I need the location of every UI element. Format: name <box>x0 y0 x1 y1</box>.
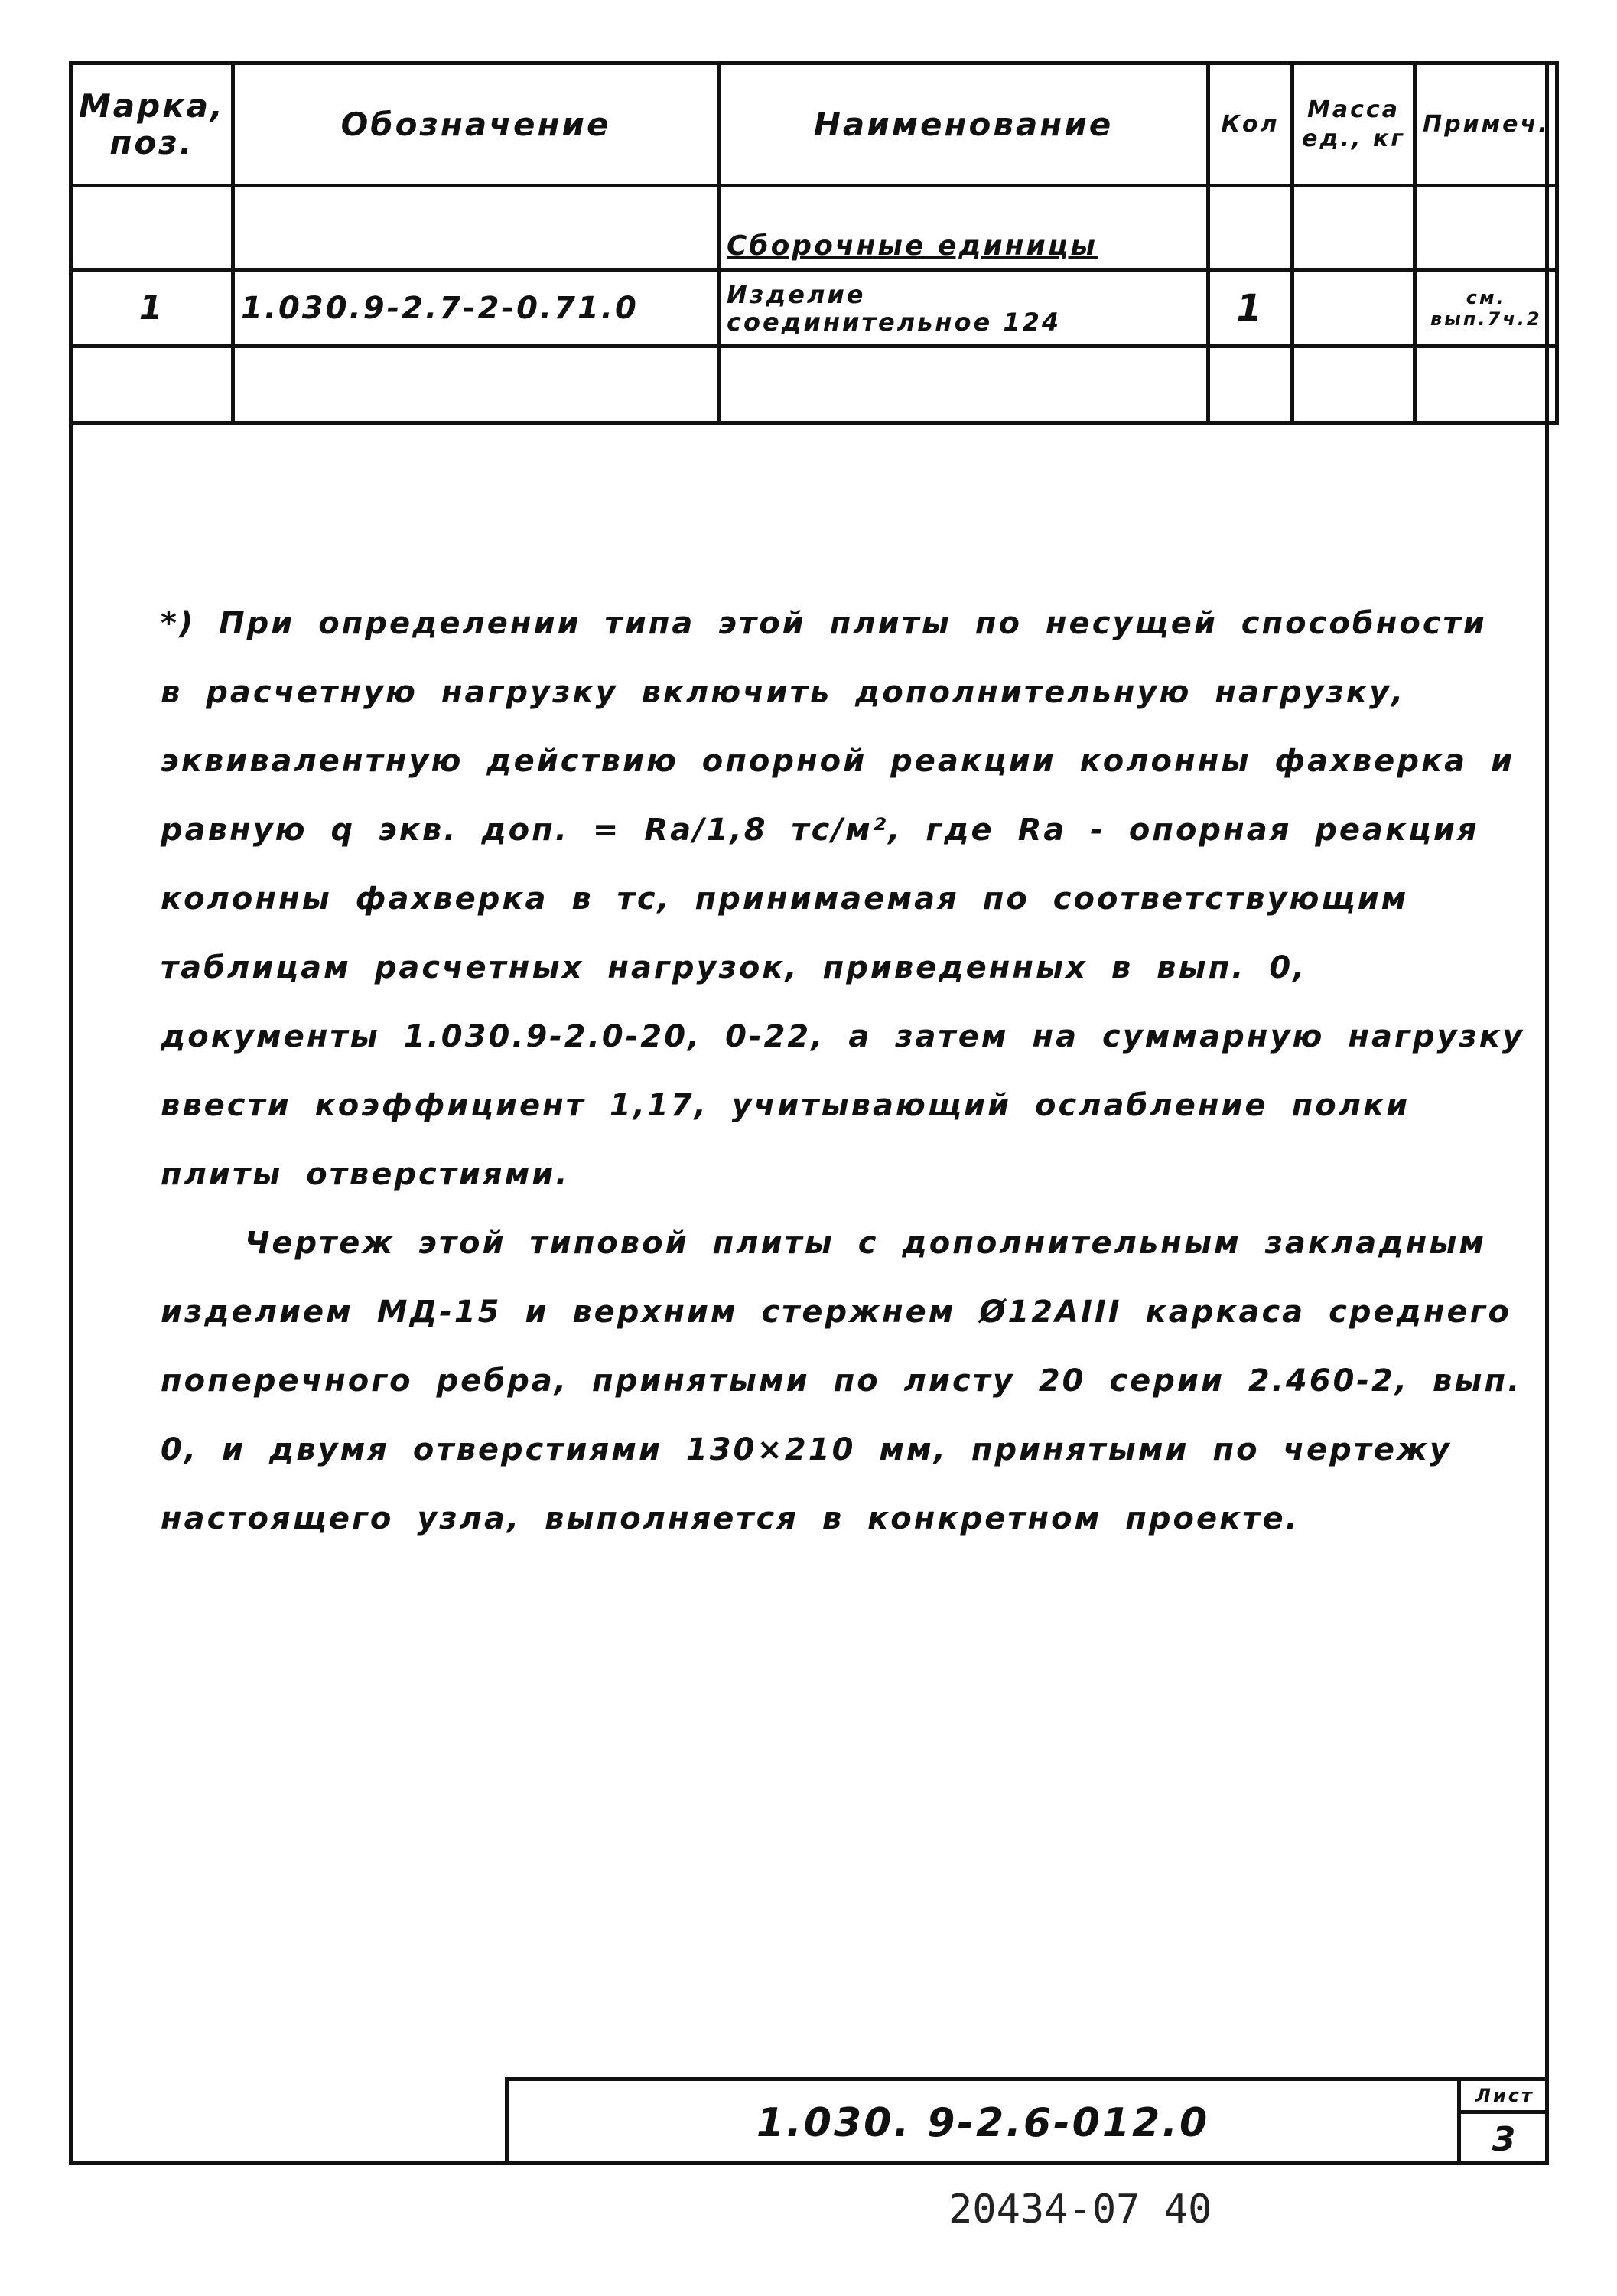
sheet-label: Лист <box>1461 2081 1549 2114</box>
row-qty: 1 <box>1209 270 1293 347</box>
section-title: Сборочные единицы <box>719 186 1209 270</box>
header-qty: Кол <box>1209 64 1293 186</box>
notes-block <box>161 589 1530 1553</box>
row-name: Изделие соединительное 124 <box>719 270 1209 347</box>
table-header-row <box>71 64 1557 186</box>
title-block <box>505 2077 1549 2165</box>
table-row-section <box>71 186 1557 270</box>
row-note: см. вып.7ч.2 <box>1415 270 1557 347</box>
header-designation: Обозначение <box>233 64 719 186</box>
row-mass <box>1293 270 1415 347</box>
specification-table <box>69 61 1559 425</box>
row-pos: 1 <box>71 270 233 347</box>
header-mass: Масса ед., кг <box>1293 64 1415 186</box>
inventory-stamp: 20434-07 40 <box>948 2187 1212 2232</box>
row-designation: 1.030.9-2.7-2-0.71.0 <box>233 270 719 347</box>
sheet-box <box>1457 2081 1549 2165</box>
note-paragraph-1: *) При определении типа этой плиты по несущей способности в расчетную нагрузку включить дополнительную нагрузку, эквивалентную действию опорной реакции колонны фахверка и равную q экв. доп. = Rа/1,8 тс/м², где Rа - опорная реакция колонны фахверка в тс, принимаемая по соответствующим таблицам расчетных нагрузок, приведенных в вып. 0, документы 1.030.9-2.0-20, 0-22, а затем на суммарную нагрузку ввести коэффициент 1,17, учитывающий ослабление полки плиты отверстиями. <box>161 606 1525 1192</box>
header-note: Примеч. <box>1415 64 1557 186</box>
document-code: 1.030. 9-2.6-012.0 <box>756 2100 1210 2146</box>
header-name: Наименование <box>719 64 1209 186</box>
table-row <box>71 270 1557 347</box>
header-pos: Марка, поз. <box>71 64 233 186</box>
table-row-empty <box>71 347 1557 423</box>
sheet-number: 3 <box>1492 2120 1518 2159</box>
note-paragraph-2: Чертеж этой типовой плиты с дополнительным закладным изделием МД-15 и верхним стержнем Ø12АIII каркаса среднего поперечного ребра, принятыми по листу 20 серии 2.460-2, вып. 0, и двумя отверстиями 130×210 мм, принятыми по чертежу настоящего узла, выполняется в конкретном проекте. <box>161 1226 1522 1536</box>
